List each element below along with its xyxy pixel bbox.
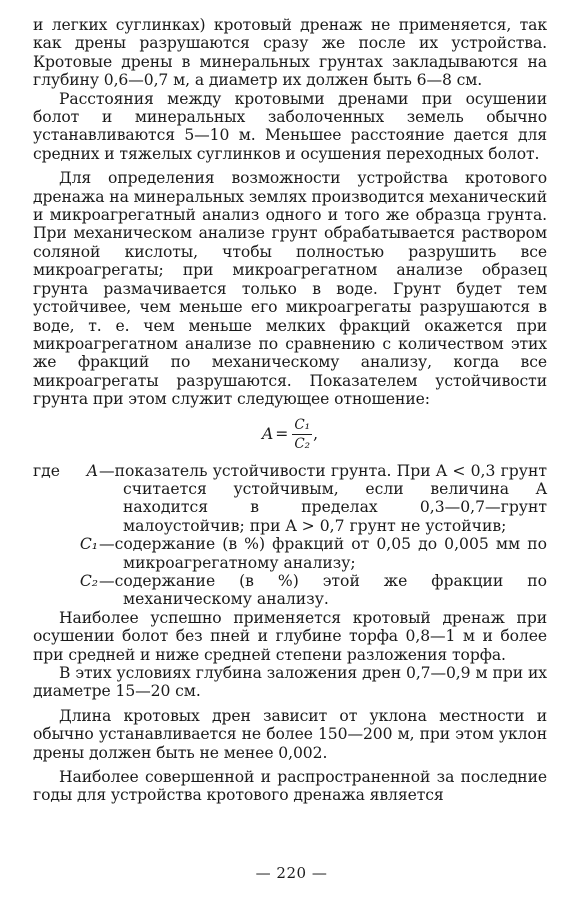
definition-lead [33, 572, 69, 609]
definition-lead: где [33, 461, 60, 480]
paragraph-4: Наиболее успешно применяется кротовый дренаж при осушении болот без пней и глубине торфа 0,8—1 м и более при средней и ниже средней степени разложения торфа. [33, 608, 547, 664]
definition-symbol: A [86, 461, 98, 480]
definitions-list [33, 462, 547, 609]
formula-lhs: A [261, 425, 274, 444]
paragraph-3: Для определения возможности устройства кротового дренажа на минеральных землях производится механический и микроагрегатный анализ одного и того же образца грунта. При механическом анализе грунт обрабатывается раствором соляной кислоты, чтобы полностью разрушить все микроагрегаты; при микроагрегатном анализе образец грунта размачивается только в воде. Грунт будет тем устойчивее, чем меньше его микроагрегаты разрушаются в воде, т. е. чем меньше мелких фракций окажется при микроагрегатном анализе по сравнению с количеством этих же фракций по механическому анализу, когда все микроагрегаты разрушаются. Показателем устойчивости грунта при этом служит следующее отношение: [33, 169, 547, 409]
paragraph-6: Длина кротовых дрен зависит от уклона местности и обычно устанавливается не более 150—200 м, при этом уклон дрены должен быть не менее 0,002. [33, 706, 547, 762]
formula-denominator: C₂ [294, 435, 311, 452]
paragraph-5: В этих условиях глубина заложения дрен 0,7—0,9 м при их диаметре 15—20 см. [33, 664, 547, 701]
definition-lead [33, 535, 69, 572]
paragraph-7: Наиболее совершенной и распространенной за последние годы для устройства кротового дренажа является [33, 768, 547, 805]
formula-numerator: C₁ [294, 416, 311, 433]
definition-text: —содержание (в %) этой же фракции по механическому анализу. [99, 571, 547, 609]
definition-item [33, 535, 547, 572]
stability-formula [33, 417, 547, 452]
definition-text: —показатель устойчивости грунта. При A < 0,3 грунт считается устойчивым, если величина A находится в пределах 0,3—0,7—грунт малоустойчив; при A > 0,7 грунт не устойчив; [99, 461, 547, 535]
definition-symbol: C₂ [79, 571, 98, 590]
definition-symbol: C₁ [79, 535, 98, 554]
paragraph-1: и легких суглинках) кротовый дренаж не применяется, так как дрены разрушаются сразу же после их устройства. Кротовые дрены в минеральных грунтах закладываются на глубину 0,6—0,7 м, а диаметр их должен быть 6—8 см. [33, 16, 547, 90]
definition-text: —содержание (в %) фракций от 0,05 до 0,005 мм по микроагрегатному анализу; [99, 535, 547, 572]
definition-item [33, 462, 547, 536]
page-number: — 220 — [255, 864, 328, 882]
paragraph-2: Расстояния между кротовыми дренами при осушении болот и минеральных заболоченных земель обычно устанавливаются 5—10 м. Меньшее расстояние дается для средних и тяжелых суглинков и осушения переходных болот. [33, 89, 547, 163]
formula-fraction [292, 417, 312, 452]
formula-comma: , [313, 425, 319, 444]
formula-equals: = [275, 425, 289, 444]
definition-item [33, 572, 547, 609]
